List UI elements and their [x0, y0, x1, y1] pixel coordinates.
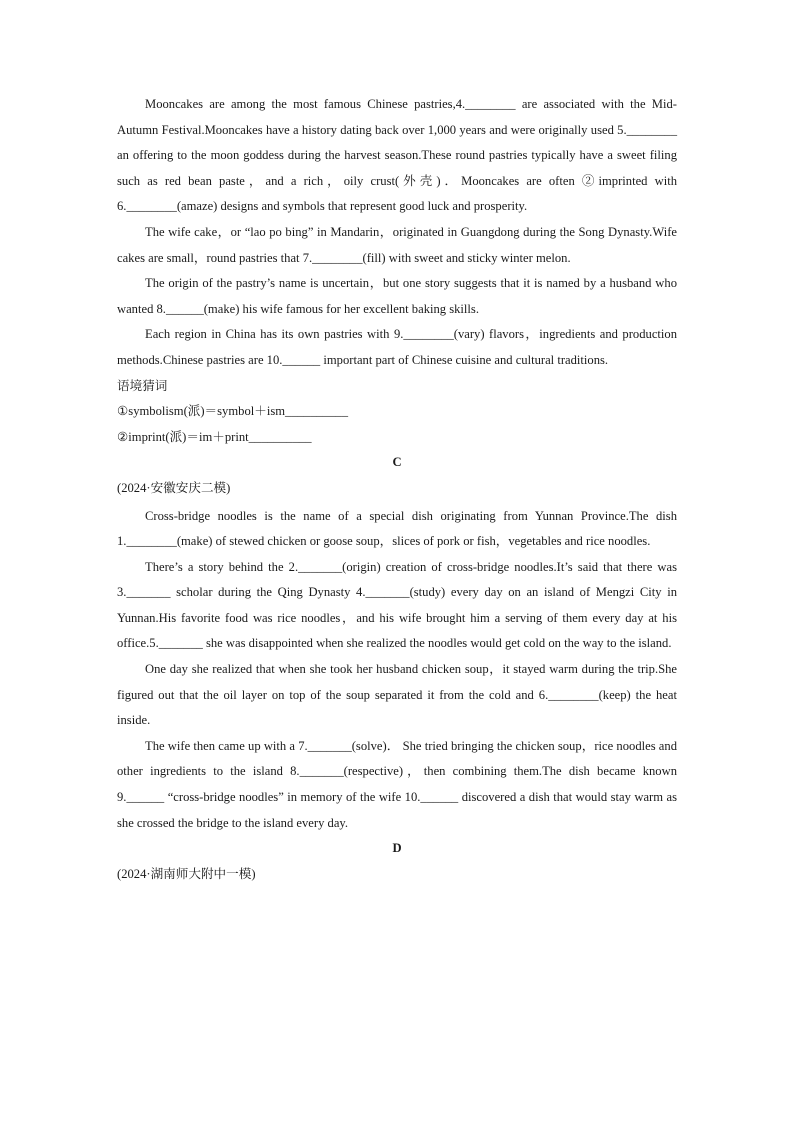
passage-c-paragraph-3: One day she realized that when she took her husband chicken soup，it stayed warm during the trip.She figured out that the oil layer on top of the soup separated it from the cold and 6.________(keep) the heat inside. [117, 662, 677, 728]
vocab-item-2: ②imprint(派)＝im＋print__________ [117, 429, 312, 444]
section-d-source: (2024·湖南师大附中一模) [117, 866, 256, 881]
vocab-heading: 语境猜词 [117, 378, 168, 393]
passage-c-paragraph-4: The wife then came up with a 7._______(solve)． She tried bringing the chicken soup，rice noodles and other ingredients to the island 8._______(respective)，then combining them.The dish became known 9.______ “cross-bridge noodles” in memory of the wife 10.______ discovered a dish that would stay warm as she crossed the bridge to the island every day. [117, 738, 677, 830]
passage-b-paragraph-1: Mooncakes are among the most famous Chinese pastries,4.________ are associated with the Mid-Autumn Festival.Mooncakes have a history dating back over 1,000 years and were originally used 5.________ an offering to the moon goddess during the harvest season.These round pastries typically have a sweet filing such as red bean paste，and a rich，oily crust(外壳)．Mooncakes are often ②imprinted with 6.________(amaze) designs and symbols that represent good luck and prosperity. [117, 97, 677, 214]
section-d-label: D [392, 841, 402, 856]
document-page [117, 92, 677, 887]
passage-c-paragraph-1: Cross-bridge noodles is the name of a special dish originating from Yunnan Province.The dish 1.________(make) of stewed chicken or goose soup，slices of pork or fish，vegetables and rice noodles. [117, 508, 677, 549]
passage-b-paragraph-3: The origin of the pastry’s name is uncertain，but one story suggests that it is named by a husband who wanted 8.______(make) his wife famous for her excellent baking skills. [117, 276, 677, 316]
passage-c-paragraph-2: There’s a story behind the 2._______(origin) creation of cross-bridge noodles.It’s said that there was 3._______ scholar during the Qing Dynasty 4._______(study) every day on an island of Mengzi City in Yunnan.His favorite food was rice noodles，and his wife brought him a serving of them every day at his office.5._______ she was disappointed when she realized the noodles would get cold on the way to the island. [117, 559, 677, 651]
passage-b-paragraph-2: The wife cake，or “lao po bing” in Mandarin，originated in Guangdong during the Song Dynasty.Wife cakes are small，round pastries that 7.________(fill) with sweet and sticky winter melon. [117, 224, 677, 265]
vocab-item-1: ①symbolism(派)＝symbol＋ism__________ [117, 404, 348, 419]
passage-b-paragraph-4: Each region in China has its own pastries with 9.________(vary) flavors，ingredients and production methods.Chinese pastries are 10.______ important part of Chinese cuisine and cultural traditions. [117, 327, 677, 367]
section-c-label: C [392, 455, 402, 470]
section-c-source: (2024·安徽安庆二模) [117, 480, 231, 495]
